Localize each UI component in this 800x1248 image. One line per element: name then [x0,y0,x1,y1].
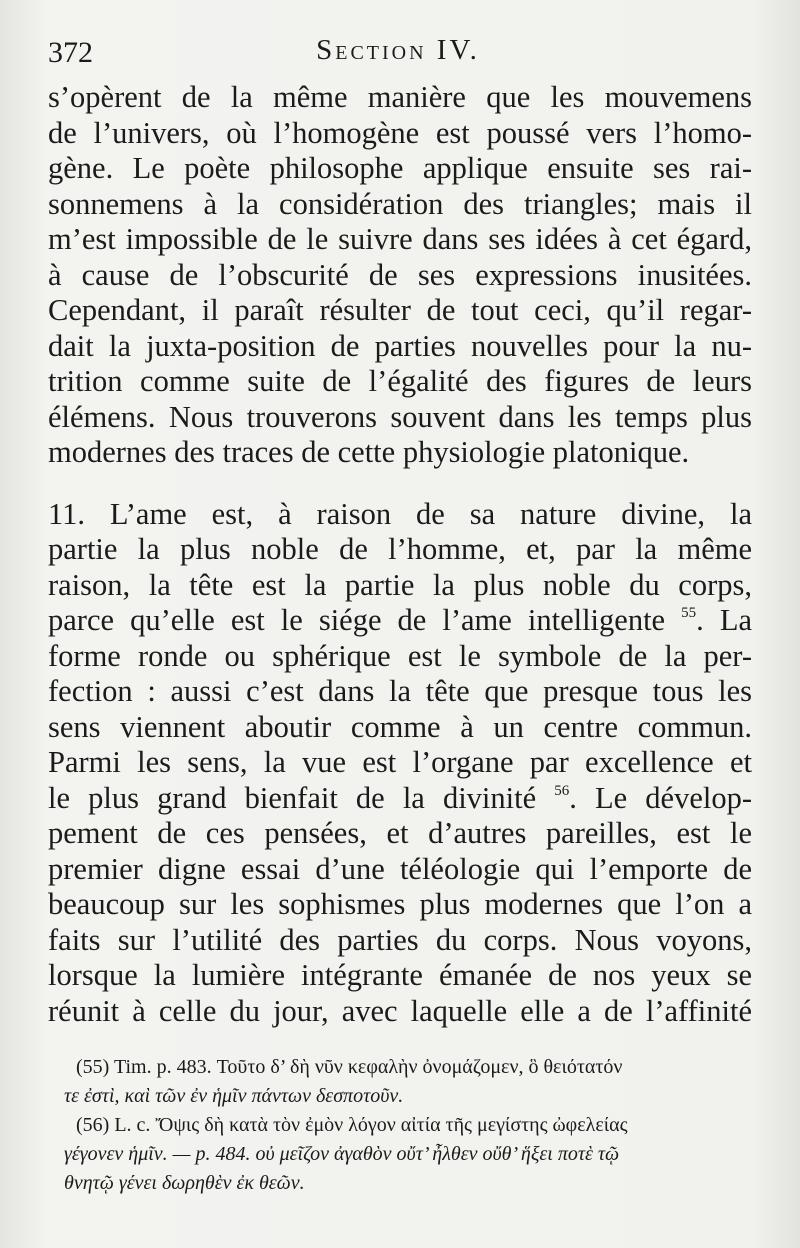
text-line-with-note-56 [48,781,752,817]
section-title: Section IV. [316,34,480,66]
text-segment: parce qu’elle est le siége de l’ame intelligente [48,603,666,637]
main-text [48,80,752,1029]
text-line: sens viennent aboutir comme à un centre commun. [48,709,752,744]
text-line: beaucoup sur les sophismes plus modernes que l’on a [48,887,752,921]
text-line: trition comme suite de l’égalité des figures de leurs [48,364,752,398]
text-line: faits sur l’utilité des parties du corps. Nous voyons, [48,922,752,957]
text-line: élémens. Nous trouverons souvent dans les temps plus [48,399,752,434]
text-line: partie la plus noble de l’homme, et, par la même [48,532,752,566]
footnote-55-line: (55) Tim. p. 483. Τοῦτο δ’ δὴ νῦν κεφαλὴν ὀνομάζομεν, ὃ θειότατόν [76,1056,623,1078]
text-line-with-note-55 [48,603,752,639]
text-line: s’opèrent de la même manière que les mouvemens [48,80,752,114]
text-line: pement de ces pensées, et d’autres pareilles, est le [48,816,752,850]
footnotes [64,1053,756,1198]
footnote-56-line: (56) L. c. Ὄψις δὴ κατὰ τὸν ἐμὸν λόγον αἰτία τῆς μεγίστης ὠφελείας [76,1114,628,1136]
footnote-ref-55[interactable]: 55 [681,605,697,621]
text-line: m’est impossible de le suivre dans ses idées à cet égard, [48,222,752,256]
text-segment: . La [696,603,753,637]
text-line: fection : aussi c’est dans la tête que presque tous les [48,674,752,708]
text-line: gène. Le poète philosophe applique ensuite ses rai- [48,151,752,185]
text-line: dait la juxta-position de parties nouvelles pour la nu- [48,328,752,363]
text-segment: le plus grand bienfait de la divinité [48,780,537,815]
text-line: 11. L’ame est, à raison de sa nature divine, la [48,496,752,531]
text-segment: . Le dévelop- [569,780,753,815]
text-line: Parmi les sens, la vue est l’organe par excellence et [48,745,752,779]
text-line: de l’univers, où l’homogène est poussé vers l’homo- [48,115,752,150]
text-line: modernes des traces de cette physiologie platonique. [48,435,690,469]
page-number: 372 [48,36,93,69]
paragraph-1 [48,80,752,471]
footnote-56-line: γέγονεν ἡμῖν. — p. 484. οὐ μεῖζον ἀγαθὸν οὔτ’ ἦλθεν οὔθ’ ἥξει ποτὲ τῷ [64,1143,620,1165]
footnote-56-line: θνητῷ γένει δωρηθὲν ἐκ θεῶν. [64,1172,305,1194]
paragraph-gap [48,471,752,497]
text-line: réunit à celle du jour, avec laquelle elle a de l’affinité [48,993,752,1028]
footnote-55-line: τε ἐστὶ, καὶ τῶν ἐν ἡμῖν πάντων δεσποτοῦν. [64,1085,404,1107]
text-line: sonnemens à la considération des triangles; mais il [48,186,752,221]
running-header [48,28,748,68]
text-line: lorsque la lumière intégrante émanée de nos yeux se [48,958,752,992]
text-line: à cause de l’obscurité de ses expressions inusitées. [48,257,752,292]
footnote-ref-56[interactable]: 56 [554,782,570,799]
text-line: Cependant, il paraît résulter de tout ceci, qu’il regar- [48,293,752,327]
text-line: premier digne essai d’une téléologie qui l’emporte de [48,851,752,886]
text-line: forme ronde ou sphérique est le symbole de la per- [48,638,752,673]
text-line: raison, la tête est la partie la plus noble du corps, [48,567,752,602]
paragraph-2 [48,497,752,1030]
